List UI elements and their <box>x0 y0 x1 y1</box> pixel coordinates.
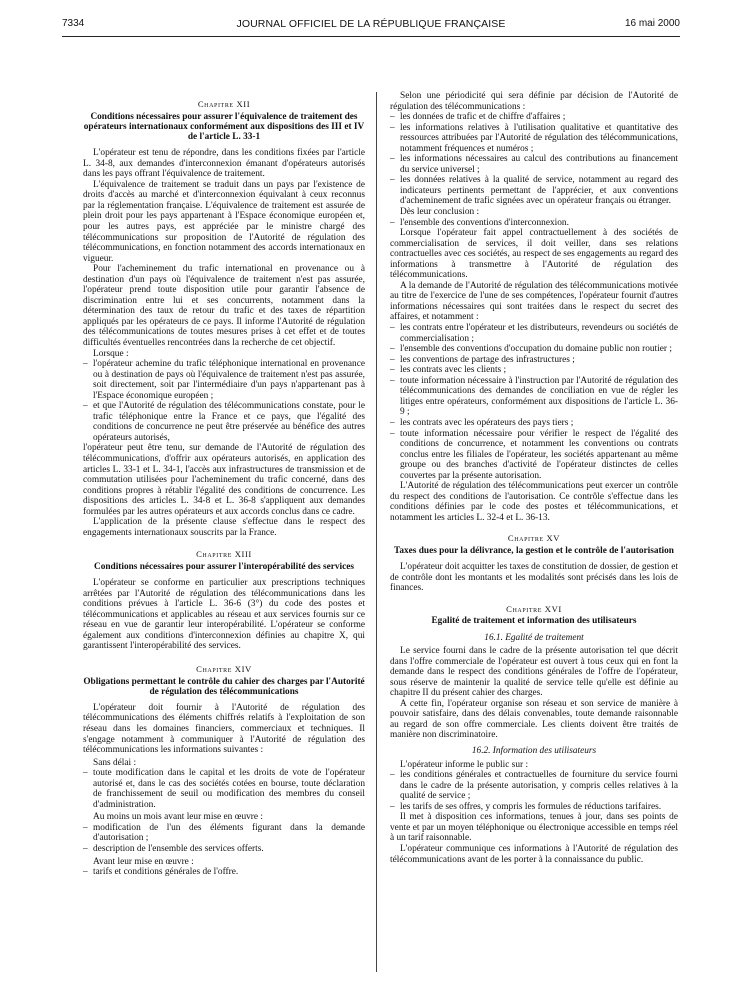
dash-list <box>83 867 365 878</box>
chapter-label: Chapitre XIII <box>196 549 252 560</box>
dash-list <box>83 823 365 855</box>
paragraph: L'opérateur doit acquitter les taxes de constitution de dossier, de gestion et de contrôle dont les montants et les modalités sont précisés dans les lois de finances. <box>390 562 678 594</box>
dash-list <box>390 218 678 229</box>
list-item: – l'opérateur achemine du trafic téléphonique international en provenance ou à destination de pays où l'équivalence de traitement n'est pas assurée, soit directement, soit par l'intermédiaire d'un pays n'appartenant pas à l'Espace économique européen ; <box>83 359 365 401</box>
list-item: – tarifs et conditions générales de l'offre. <box>83 867 365 878</box>
chapter-title: Conditions nécessaires pour assurer l'interopérabilité des services <box>94 561 354 572</box>
paragraph: A la demande de l'Autorité de régulation des télécommunications motivée au titre de l'exercice de l'une de ses compétences, l'opérateur fournit d'autres informations nécessaires qui sont traitées dans le respect du secret des affaires, et notamment : <box>390 280 678 323</box>
chapter-title: Taxes dues pour la délivrance, la gestion et le contrôle de l'autorisation <box>394 545 674 556</box>
chapter-title: Egalité de traitement et information des utilisateurs <box>431 616 637 627</box>
list-item: – les contrats entre l'opérateur et les distributeurs, revendeurs ou sociétés de commercialisation ; <box>390 323 678 344</box>
issue-date: 16 mai 2000 <box>624 18 680 29</box>
chapter-label: Chapitre XV <box>507 533 561 544</box>
column-divider <box>376 92 377 972</box>
list-item: – les données relatives à la qualité de service, notamment au regard des indicateurs pertinents permettant de l'apprécier, et aux conventions d'acheminement de trafic signées avec un opérateur français ou étranger. <box>390 175 678 207</box>
paragraph: Lorsque : <box>93 348 129 359</box>
dash-list <box>83 359 365 443</box>
paragraph: L'Autorité de régulation des télécommunications peut exercer un contrôle du respect des conditions de l'autorisation. Ce contrôle s'effectue dans les conditions définies par le code des postes et télécommunications, et notamment les articles L. 32-4 et L. 36-13. <box>390 481 678 523</box>
page-header <box>62 18 680 32</box>
list-item: – les conditions générales et contractuelles de fourniture du service fourni dans le cadre de la présente autorisation, y compris celles relatives à la qualité de service ; <box>390 770 678 802</box>
section-heading: 16.1. Egalité de traitement <box>484 632 584 643</box>
list-item: – les informations nécessaires au calcul des contributions au financement du service universel ; <box>390 154 678 175</box>
section-heading: 16.2. Information des utilisateurs <box>471 746 597 757</box>
paragraph: L'opérateur se conforme en particulier aux prescriptions techniques arrêtées par l'Autorité de régulation des télécommunications dans les conditions prévues à l'article L. 36-6 (3°) du code des postes et télécommunications et applicables au réseau et aux services fournis sur ce réseau en vue de garantir leur interopérabilité. L'opérateur se conforme également aux conditions d'interconnexion définies au chapitre X, qui garantissent l'interopérabilité des services. <box>83 578 365 652</box>
list-item: – toute information nécessaire pour vérifier le respect de l'égalité des conditions de concurrence, et notamment les conventions ou contrats conclus entre les filiales de l'opérateur, les sociétés appartenant au même groupe ou des branches d'activité de l'opérateur distinctes de celles couvertes par la présente autorisation. <box>390 429 678 482</box>
list-item: – les conventions de partage des infrastructures ; <box>390 355 678 366</box>
right-column <box>390 91 678 865</box>
paragraph: L'opérateur informe le public sur : <box>400 759 529 770</box>
paragraph: Pour l'acheminement du trafic international en provenance ou à destination d'un pays où l'équivalence de traitement n'est pas assurée, l'opérateur prend toute disposition utile pour garantir l'absence de discrimination entre lui et ses concurrents, notamment dans la détermination des taux de retour du trafic et des taxes de répartition appliqués par les opérateurs de ce pays. Il informe l'Autorité de régulation des télécommunications de toutes mesures prises à cet effet et de toutes difficultés éventuelles rencontrées dans la recherche de cet objectif. <box>83 264 365 348</box>
dash-list <box>390 112 678 207</box>
chapter-label: Chapitre XVI <box>506 603 562 614</box>
paragraph: Lorsque l'opérateur fait appel contractuellement à des sociétés de commercialisation de services, il doit veiller, dans ses relations contractuelles avec ces sociétés, au respect de ses engagements au regard des informations à transmettre à l'Autorité de régulation des télécommunications. <box>390 228 678 281</box>
list-item: – les informations relatives à l'utilisation qualitative et quantitative des ressources attribuées par l'Autorité de régulation des télécommunications, notamment fréquences et numéros ; <box>390 123 678 155</box>
list-item: – l'ensemble des conventions d'occupation du domaine public non routier ; <box>390 344 678 355</box>
paragraph: A cette fin, l'opérateur organise son réseau et son service de manière à pouvoir satisfaire, dans des délais convenables, toute demande raisonnable au regard de son offre commerciale. Les clients doivent être traités de manière non discriminatoire. <box>390 698 678 741</box>
paragraph: Le service fourni dans le cadre de la présente autorisation tel que décrit dans l'offre commerciale de l'opérateur est ouvert à tous ceux qui en font la demande dans le respect des conditions générales de l'offre de l'opérateur, sous réserve de maintenir la qualité de service telle qu'elle est définie au chapitre II du présent cahier des charges. <box>390 646 678 699</box>
paragraph: l'opérateur peut être tenu, sur demande de l'Autorité de régulation des télécommunications, d'offrir aux opérateurs autorisés, en application des articles L. 33-1 et L. 34-1, l'accès aux infrastructures de transmission et de commutation utilisées pour l'acheminement du trafic concerné, dans des conditions propres à rétablir l'égalité des conditions de concurrence. Les dispositions des articles L. 34-8 et L. 36-8 s'appliquent aux demandes formulées par les autres opérateurs et aux accords conclus dans ce cadre. <box>83 443 365 517</box>
paragraph: Au moins un mois avant leur mise en œuvre : <box>93 812 263 823</box>
chapter-label: Chapitre XIV <box>196 663 252 674</box>
header-rule <box>62 36 680 37</box>
list-item: – description de l'ensemble des services offerts. <box>83 844 365 855</box>
list-item: – les tarifs de ses offres, y compris les formules de réductions tarifaires. <box>390 802 678 813</box>
dash-list <box>390 770 678 812</box>
chapter-title: Obligations permettant le contrôle du cahier des charges par l'Autorité de régulation des télécommunications <box>83 676 365 697</box>
dash-list <box>390 323 678 481</box>
list-item: – les données de trafic et de chiffre d'affaires ; <box>390 112 678 123</box>
dash-list <box>83 768 365 810</box>
paragraph: L'application de la présente clause s'effectue dans le respect des engagements internationaux souscrits par la France. <box>83 517 365 538</box>
list-item: – et que l'Autorité de régulation des télécommunications constate, pour le trafic téléphonique entre la France et ce pays, que l'égalité des conditions de concurrence ne peut être préservée au bénéfice des autres opérateurs autorisés, <box>83 401 365 443</box>
paragraph: Avant leur mise en œuvre : <box>93 856 194 867</box>
paragraph: Il met à disposition ces informations, tenues à jour, dans ses points de vente et par un moyen téléphonique ou électronique accessible en temps réel à un tarif raisonnable. <box>390 812 678 844</box>
paragraph: L'équivalence de traitement se traduit dans un pays par l'existence de droits d'accès au marché et d'interconnexion équivalant à ceux reconnus par la réglementation française. L'équivalence de traitement est assurée de plein droit pour les pays appartenant à l'Espace économique européen et, pour les autres pays, est appréciée par le ministre chargé des télécommunications sur proposition de l'Autorité de régulation des télécommunications, en fonction notamment des accords internationaux en vigueur. <box>83 179 365 264</box>
paragraph: Sans délai : <box>93 757 137 768</box>
paragraph: L'opérateur doit fournir à l'Autorité de régulation des télécommunications des éléments chiffrés relatifs à l'exploitation de son réseau dans les domaines financiers, commerciaux et techniques. Il s'engage notamment à communiquer à l'Autorité de régulation des télécommunications les informations suivantes : <box>83 702 365 756</box>
paragraph: L'opérateur est tenu de répondre, dans les conditions fixées par l'article L. 34-8, aux demandes d'interconnexion émanant d'opérateurs autorisés dans les pays offrant l'équivalence de traitement. <box>83 148 365 180</box>
list-item: – les contrats avec les clients ; <box>390 365 678 376</box>
list-item: – toute information nécessaire à l'instruction par l'Autorité de régulation des télécommunications des demandes de conciliation en vue de régler les litiges entre opérateurs, conformément aux dispositions de l'article L. 36-9 ; <box>390 376 678 418</box>
list-item: – l'ensemble des conventions d'interconnexion. <box>390 218 678 229</box>
paragraph: L'opérateur communique ces informations à l'Autorité de régulation des télécommunications avant de les porter à la connaissance du public. <box>390 843 678 865</box>
chapter-label: Chapitre XII <box>197 99 251 109</box>
page-number: 7334 <box>62 18 85 29</box>
list-item: – les contrats avec les opérateurs des pays tiers ; <box>390 418 678 429</box>
list-item: – modification de l'un des éléments figurant dans la demande d'autorisation ; <box>83 823 365 844</box>
chapter-title: Conditions nécessaires pour assurer l'équivalence de traitement des opérateurs internationaux conformément aux dispositions des III et IV de l'article L. 33-1 <box>83 111 365 142</box>
left-column <box>83 95 365 878</box>
paragraph: Selon une périodicité qui sera définie par décision de l'Autorité de régulation des télécommunications : <box>390 91 678 112</box>
list-item: – toute modification dans le capital et les droits de vote de l'opérateur autorisé et, dans le cas des sociétés cotées en bourse, toute déclaration de franchissement de seuil ou modification des membres du conseil d'administration. <box>83 768 365 810</box>
paragraph: Dès leur conclusion : <box>400 207 480 218</box>
journal-title: JOURNAL OFFICIEL DE LA RÉPUBLIQUE FRANÇAISE <box>236 18 506 30</box>
